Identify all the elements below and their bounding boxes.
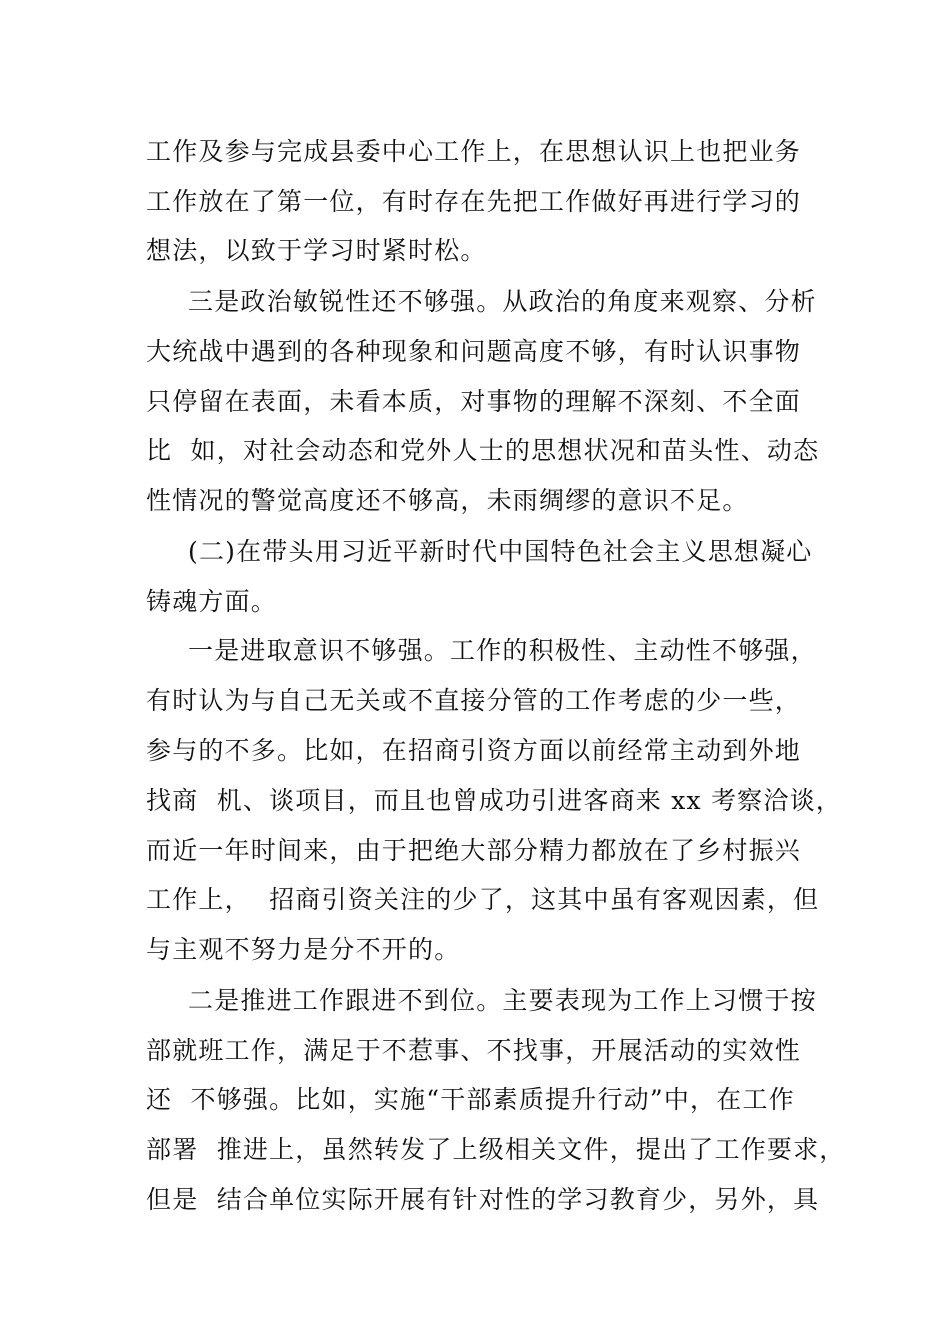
section-heading-line: 铸魂方面。 [146, 587, 278, 616]
paragraph-start-line: 一是进取意识不够强。工作的积极性、主动性不够强， [188, 636, 817, 665]
text-line: 部署 推进上，虽然转发了上级相关文件，提出了工作要求， [146, 1135, 846, 1164]
text-line: 还 不够强。比如，实施“干部素质提升行动”中，在工作 [146, 1085, 795, 1114]
text-line: 比 如，对社会动态和党外人士的思想状况和苗头性、动态 [146, 436, 820, 465]
section-heading-line: (二)在带头用习近平新时代中国特色社会主义思想凝心 [188, 537, 813, 566]
text-line: 大统战中遇到的各种现象和问题高度不够，有时认识事物 [146, 337, 802, 366]
paragraph-start-line: 二是推进工作跟进不到位。主要表现为工作上习惯于按 [188, 986, 817, 1015]
text-line: 想法，以致于学习时紧时松。 [146, 236, 487, 265]
text-line: 只停留在表面，未看本质，对事物的理解不深刻、不全面 [146, 387, 802, 416]
text-line: 参与的不多。比如，在招商引资方面以前经常主动到外地 [146, 736, 802, 765]
text-line: 性情况的警觉高度还不够高，未雨绸缪的意识不足。 [146, 486, 749, 515]
text-line: 有时认为与自己无关或不直接分管的工作考虑的少一些， [146, 686, 802, 715]
text-line: 找商 机、谈项目，而且也曾成功引进客商来 xx 考察洽谈， [146, 786, 842, 815]
text-line: 而近一年时间来，由于把绝大部分精力都放在了乡村振兴 [146, 836, 802, 865]
text-line: 工作及参与完成县委中心工作上，在思想认识上也把业务 [146, 137, 802, 166]
text-line: 与主观不努力是分不开的。 [146, 935, 461, 964]
text-line: 工作放在了第一位，有时存在先把工作做好再进行学习的 [146, 187, 802, 216]
text-line: 部就班工作，满足于不惹事、不找事，开展活动的实效性 [146, 1036, 802, 1065]
paragraph-start-line: 三是政治敏锐性还不够强。从政治的角度来观察、分析 [188, 287, 817, 316]
text-line: 工作上， 招商引资关注的少了，这其中虽有客观因素，但 [146, 885, 820, 914]
text-line: 但是 结合单位实际开展有针对性的学习教育少，另外，具 [146, 1185, 820, 1214]
